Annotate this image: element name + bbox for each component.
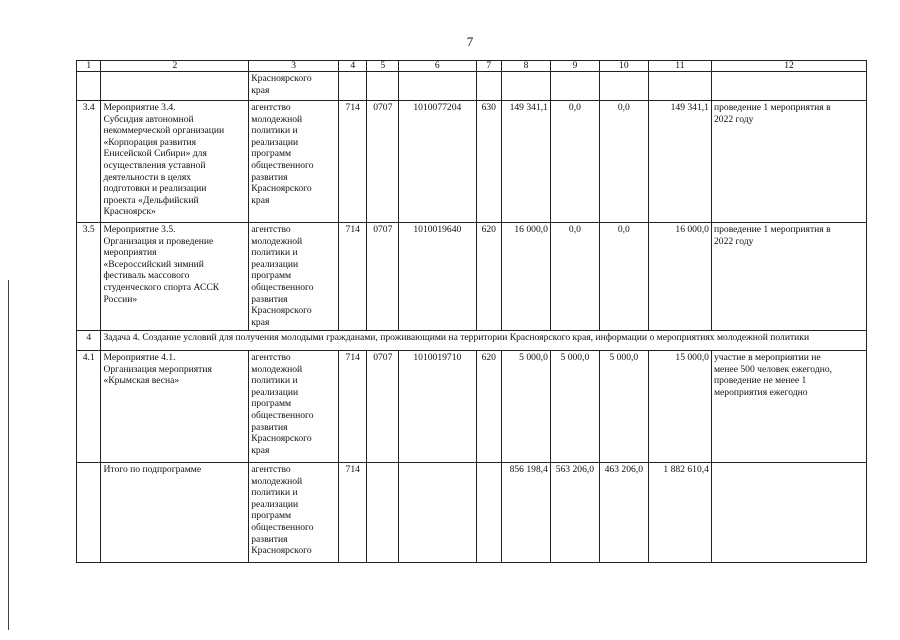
task-text: Задача 4. Создание условий для получения молодыми гражданами, проживающими на территории Красноярского края, информации о мероприятиях молодежной политики [101,331,867,351]
expected-result: проведение 1 мероприятия в 2022 году [711,101,866,223]
amount-total: 15 000,0 [648,351,711,463]
item-number: 4.1 [77,351,101,463]
column-number-header: 7 [476,61,501,72]
item-number: 3.4 [77,101,101,223]
column-number-header: 11 [648,61,711,72]
activity-name: Мероприятие 4.1. Организация мероприятия «Крымская весна» [101,351,249,463]
amount-year-1: 5 000,0 [502,351,551,463]
item-number [77,463,101,563]
column-number-header: 1 [77,61,101,72]
table-row [77,101,867,223]
expected-result: участие в мероприятии не менее 500 человек ежегодно, проведение не менее 1 мероприятия ежегодно [711,351,866,463]
amount-total: 16 000,0 [648,223,711,331]
amount-year-2: 0,0 [550,223,599,331]
amount-year-2: 0,0 [550,101,599,223]
expense-type-code [476,72,501,101]
amount-total [648,72,711,101]
amount-year-1 [502,72,551,101]
executor: агентство молодежной политики и реализации программ общественного развития Красноярского края [249,101,339,223]
amount-year-2 [550,72,599,101]
task-number: 4 [77,331,101,351]
column-number-header: 2 [101,61,249,72]
ministry-code [338,72,367,101]
target-article-code [399,463,476,563]
section-code: 0707 [367,101,399,223]
table-row [77,223,867,331]
column-number-header: 12 [711,61,866,72]
amount-year-3: 0,0 [599,223,648,331]
amount-year-3: 5 000,0 [599,351,648,463]
expense-type-code: 620 [476,223,501,331]
target-article-code: 1010019640 [399,223,476,331]
activity-name: Итого по подпрограмме [101,463,249,563]
executor: агентство молодежной политики и реализации программ общественного развития Красноярского края [249,223,339,331]
column-number-header: 6 [399,61,476,72]
executor: Красноярского края [249,72,339,101]
column-number-header: 3 [249,61,339,72]
column-number-header: 8 [502,61,551,72]
amount-year-1: 856 198,4 [502,463,551,563]
target-article-code: 1010077204 [399,101,476,223]
column-number-header: 5 [367,61,399,72]
expense-type-code: 620 [476,351,501,463]
section-code [367,72,399,101]
item-number: 3.5 [77,223,101,331]
activity-name [101,72,249,101]
ministry-code: 714 [338,101,367,223]
expense-type-code [476,463,501,563]
expected-result: проведение 1 мероприятия в 2022 году [711,223,866,331]
task-row [77,331,867,351]
target-article-code: 1010019710 [399,351,476,463]
amount-total: 1 882 610,4 [648,463,711,563]
amount-year-3: 0,0 [599,101,648,223]
amount-year-3 [599,72,648,101]
program-table [76,60,867,563]
table-row [77,72,867,101]
column-number-header: 10 [599,61,648,72]
ministry-code: 714 [338,351,367,463]
expected-result [711,72,866,101]
expense-type-code: 630 [476,101,501,223]
ministry-code: 714 [338,223,367,331]
column-number-header: 9 [550,61,599,72]
amount-total: 149 341,1 [648,101,711,223]
activity-name: Мероприятие 3.4. Субсидия автономной некоммерческой организации «Корпорация развития Енисейской Сибири» для осуществления уставной деятельности в целях подготовки и реализации проекта «Дельфийский Красноярск» [101,101,249,223]
table-row [77,463,867,563]
activity-name: Мероприятие 3.5. Организация и проведение мероприятия «Всероссийский зимний фестиваль массового студенческого спорта АССК России» [101,223,249,331]
target-article-code [399,72,476,101]
header-row [77,61,867,72]
amount-year-1: 16 000,0 [502,223,551,331]
margin-line [8,280,9,630]
section-code: 0707 [367,223,399,331]
executor: агентство молодежной политики и реализации программ общественного развития Красноярского [249,463,339,563]
ministry-code: 714 [338,463,367,563]
column-number-header: 4 [338,61,367,72]
amount-year-1: 149 341,1 [502,101,551,223]
item-number [77,72,101,101]
executor: агентство молодежной политики и реализации программ общественного развития Красноярского края [249,351,339,463]
amount-year-2: 5 000,0 [550,351,599,463]
section-code [367,463,399,563]
page-number: 7 [466,34,474,49]
table-row [77,351,867,463]
amount-year-2: 563 206,0 [550,463,599,563]
section-code: 0707 [367,351,399,463]
amount-year-3: 463 206,0 [599,463,648,563]
expected-result [711,463,866,563]
